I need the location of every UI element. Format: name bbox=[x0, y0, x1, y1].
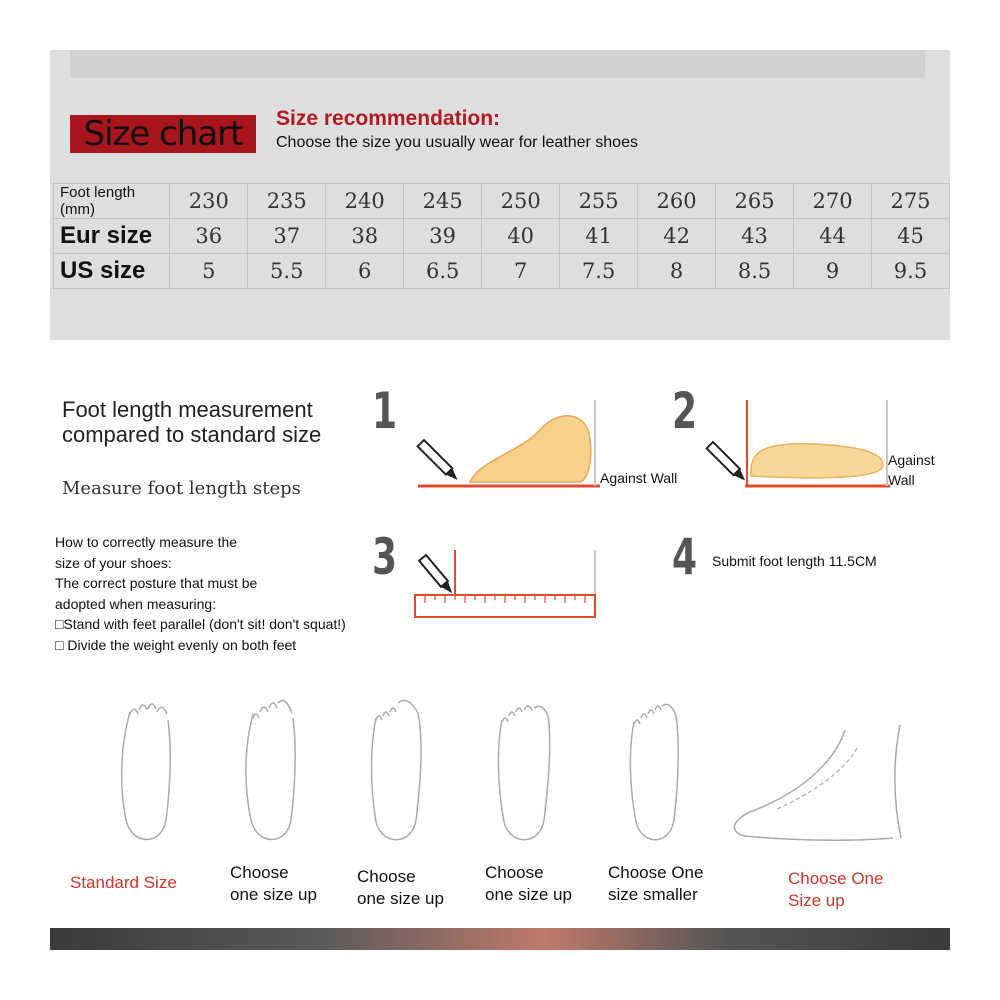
caption-line1: Standard Size bbox=[70, 873, 177, 892]
table-cell: 6 bbox=[326, 254, 404, 289]
table-cell: 39 bbox=[404, 219, 482, 254]
row-label-us-size: US size bbox=[54, 254, 170, 289]
howto-line: □ Divide the weight evenly on both feet bbox=[55, 636, 297, 653]
caption-line1: Choose bbox=[230, 863, 289, 882]
top-strip bbox=[70, 50, 925, 78]
step2-wall-label-line2: Wall bbox=[888, 472, 915, 488]
step1-foot-illustration bbox=[410, 390, 600, 490]
table-cell: 270 bbox=[794, 184, 872, 219]
howto-line: The correct posture that must be bbox=[55, 575, 258, 591]
step2-wall-label bbox=[888, 450, 935, 490]
caption-line1: Choose One bbox=[608, 863, 704, 882]
foot-outline-icon bbox=[237, 698, 307, 848]
step-number-2: 2 bbox=[672, 382, 698, 440]
recommendation-title: Size recommendation: bbox=[276, 107, 501, 130]
pencil-icon bbox=[418, 440, 461, 483]
caption-size-up bbox=[788, 868, 883, 912]
size-chart-panel bbox=[50, 50, 950, 340]
table-cell: 240 bbox=[326, 184, 404, 219]
table-cell: 45 bbox=[872, 219, 950, 254]
table-cell: 5 bbox=[170, 254, 248, 289]
caption-line2: Size up bbox=[788, 891, 845, 910]
pencil-icon bbox=[419, 555, 455, 596]
measurement-title-line2: compared to standard size bbox=[62, 422, 322, 447]
table-cell: 8 bbox=[638, 254, 716, 289]
table-cell: 42 bbox=[638, 219, 716, 254]
foot-outline-icon bbox=[362, 698, 432, 848]
pencil-icon bbox=[707, 442, 749, 484]
table-cell: 43 bbox=[716, 219, 794, 254]
size-table bbox=[53, 183, 950, 289]
caption-line1: Choose One bbox=[788, 869, 884, 888]
step-number-1: 1 bbox=[372, 382, 398, 440]
table-cell: 8.5 bbox=[716, 254, 794, 289]
foot-outline-icon bbox=[112, 700, 182, 850]
table-cell: 37 bbox=[248, 219, 326, 254]
caption-size-smaller bbox=[608, 862, 703, 906]
measurement-title bbox=[62, 397, 321, 447]
row-label-eur-size: Eur size bbox=[54, 219, 170, 254]
table-cell: 250 bbox=[482, 184, 560, 219]
table-cell: 40 bbox=[482, 219, 560, 254]
howto-line: How to correctly measure the bbox=[55, 534, 238, 550]
caption-line1: Choose bbox=[485, 863, 544, 882]
caption-one-size-up bbox=[357, 866, 444, 910]
table-cell: 255 bbox=[560, 184, 638, 219]
table-cell: 9.5 bbox=[872, 254, 950, 289]
foot-outline-icon bbox=[622, 698, 692, 848]
table-row bbox=[54, 184, 950, 219]
caption-line2: size smaller bbox=[608, 885, 698, 904]
table-cell: 36 bbox=[170, 219, 248, 254]
recommendation-text: Choose the size you usually wear for leather shoes bbox=[276, 134, 638, 151]
table-cell: 260 bbox=[638, 184, 716, 219]
howto-line: adopted when measuring: bbox=[55, 595, 217, 612]
row-label-foot-length: Foot length (mm) bbox=[54, 184, 170, 219]
table-cell: 275 bbox=[872, 184, 950, 219]
caption-standard-size bbox=[70, 872, 177, 894]
table-cell: 44 bbox=[794, 219, 872, 254]
table-cell: 9 bbox=[794, 254, 872, 289]
step-number-4: 4 bbox=[672, 528, 698, 586]
floor-photo-strip bbox=[50, 928, 950, 950]
table-cell: 5.5 bbox=[248, 254, 326, 289]
caption-line1: Choose bbox=[357, 867, 416, 886]
foot-side-outline-icon bbox=[725, 720, 915, 850]
caption-line2: one size up bbox=[485, 885, 572, 904]
caption-line2: one size up bbox=[230, 885, 317, 904]
measurement-panel bbox=[50, 360, 950, 950]
caption-one-size-up bbox=[485, 862, 572, 906]
foot-outline-icon bbox=[490, 698, 560, 848]
step-number-3: 3 bbox=[372, 528, 398, 586]
steps-subtitle: Measure foot length steps bbox=[62, 478, 301, 499]
table-cell: 41 bbox=[560, 219, 638, 254]
table-cell: 230 bbox=[170, 184, 248, 219]
table-row bbox=[54, 219, 950, 254]
step2-wall-label-line1: Against bbox=[888, 452, 935, 468]
table-cell: 265 bbox=[716, 184, 794, 219]
step4-text: Submit foot length 11.5CM bbox=[712, 553, 877, 569]
step2-foot-illustration bbox=[705, 390, 895, 490]
table-cell: 235 bbox=[248, 184, 326, 219]
caption-one-size-up bbox=[230, 862, 317, 906]
howto-instructions bbox=[55, 532, 346, 655]
table-cell: 38 bbox=[326, 219, 404, 254]
size-chart-badge: Size chart bbox=[70, 115, 256, 153]
table-row bbox=[54, 254, 950, 289]
caption-line2: one size up bbox=[357, 889, 444, 908]
measurement-title-line1: Foot length measurement bbox=[62, 397, 313, 422]
howto-line: □Stand with feet parallel (don't sit! don't squat!) bbox=[55, 616, 346, 632]
howto-line: size of your shoes: bbox=[55, 554, 172, 571]
table-cell: 7.5 bbox=[560, 254, 638, 289]
table-cell: 6.5 bbox=[404, 254, 482, 289]
step3-ruler-illustration bbox=[410, 545, 600, 625]
table-cell: 7 bbox=[482, 254, 560, 289]
table-cell: 245 bbox=[404, 184, 482, 219]
step1-wall-label: Against Wall bbox=[600, 470, 678, 486]
